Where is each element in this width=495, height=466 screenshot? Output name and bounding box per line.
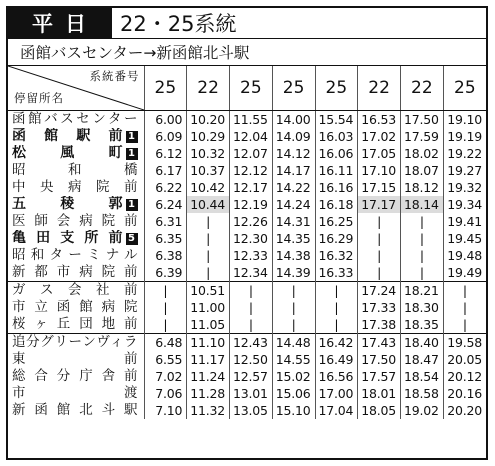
stop-name-cell: 新都市病院前 bbox=[12, 264, 138, 280]
departure-time-cell: 12.19 bbox=[230, 196, 273, 213]
departure-time-cell: 19.27 bbox=[443, 162, 486, 179]
stop-name-cell: 新函館北斗駅 bbox=[12, 402, 138, 418]
departure-time-cell: 17.15 bbox=[358, 179, 401, 196]
pass-through-cell: | bbox=[401, 264, 444, 282]
departure-time-cell: 12.12 bbox=[230, 162, 273, 179]
stop-name-cell: 医師会病院前 bbox=[12, 213, 138, 229]
departure-time-cell: 18.02 bbox=[401, 145, 444, 162]
stop-name-cell: 中央病院前 bbox=[12, 179, 138, 195]
stop-name-cell: 函館バスセンター bbox=[12, 111, 138, 127]
pass-through-cell: | bbox=[144, 299, 187, 316]
departure-time-cell: 19.49 bbox=[443, 264, 486, 282]
pass-through-cell: | bbox=[187, 213, 230, 230]
departure-time-cell: 14.12 bbox=[272, 145, 315, 162]
departure-time-cell: 12.50 bbox=[230, 351, 273, 368]
departure-time-cell: 19.34 bbox=[443, 196, 486, 213]
route-number-label: 系統番号 bbox=[89, 69, 140, 83]
stop-name-cell bbox=[8, 196, 144, 213]
stop-name-cell: 昭和ターミナル bbox=[12, 247, 138, 263]
pass-through-cell: | bbox=[230, 282, 273, 300]
departure-time-cell: 17.05 bbox=[358, 145, 401, 162]
departure-time-cell: 16.25 bbox=[315, 213, 358, 230]
departure-time-cell: 15.06 bbox=[272, 385, 315, 402]
table-row bbox=[8, 264, 486, 282]
departure-time-cell: 7.06 bbox=[144, 385, 187, 402]
departure-time-cell: 17.50 bbox=[358, 351, 401, 368]
stop-name-cell: 昭和橋 bbox=[12, 162, 138, 178]
departure-time-cell: 19.45 bbox=[443, 230, 486, 247]
departure-time-cell: 18.40 bbox=[401, 334, 444, 352]
header-corner-cell bbox=[8, 66, 144, 111]
departure-time-cell: 15.54 bbox=[315, 111, 358, 129]
departure-time-cell: 14.22 bbox=[272, 179, 315, 196]
departure-time-cell: 15.10 bbox=[272, 402, 315, 419]
route-number-header: 25 bbox=[144, 66, 187, 111]
route-number-header: 22 bbox=[187, 66, 230, 111]
pass-through-cell: | bbox=[315, 282, 358, 300]
pass-through-cell: | bbox=[401, 230, 444, 247]
platform-number-badge: 5 bbox=[126, 233, 138, 245]
departure-time-cell: 18.01 bbox=[358, 385, 401, 402]
departure-time-cell: 12.43 bbox=[230, 334, 273, 352]
departure-time-cell: 11.17 bbox=[187, 351, 230, 368]
departure-time-cell: 6.55 bbox=[144, 351, 187, 368]
route-number-header: 25 bbox=[230, 66, 273, 111]
pass-through-cell: | bbox=[443, 316, 486, 334]
departure-time-cell: 6.00 bbox=[144, 111, 187, 129]
departure-time-cell: 16.18 bbox=[315, 196, 358, 213]
departure-time-cell: 12.07 bbox=[230, 145, 273, 162]
departure-time-cell: 11.00 bbox=[187, 299, 230, 316]
departure-time-cell: 20.12 bbox=[443, 368, 486, 385]
pass-through-cell: | bbox=[187, 247, 230, 264]
departure-time-cell: 6.09 bbox=[144, 128, 187, 145]
table-row bbox=[8, 351, 486, 368]
departure-time-cell: 17.57 bbox=[358, 368, 401, 385]
departure-time-cell: 20.16 bbox=[443, 385, 486, 402]
pass-through-cell: | bbox=[187, 230, 230, 247]
day-type-badge: 平日 bbox=[8, 8, 112, 38]
table-row bbox=[8, 162, 486, 179]
departure-time-cell: 12.34 bbox=[230, 264, 273, 282]
departure-time-cell: 14.17 bbox=[272, 162, 315, 179]
timetable-frame bbox=[6, 6, 488, 460]
pass-through-cell: | bbox=[401, 213, 444, 230]
stop-name-cell: 総合分庁舎前 bbox=[12, 368, 138, 384]
pass-through-cell: | bbox=[443, 299, 486, 316]
route-number-header: 25 bbox=[443, 66, 486, 111]
departure-time-cell: 18.07 bbox=[401, 162, 444, 179]
departure-time-cell: 10.42 bbox=[187, 179, 230, 196]
stop-name: 五稜郭 bbox=[12, 196, 123, 212]
departure-time-cell: 17.43 bbox=[358, 334, 401, 352]
departure-time-cell: 14.38 bbox=[272, 247, 315, 264]
departure-time-cell: 10.20 bbox=[187, 111, 230, 129]
departure-time-cell: 15.02 bbox=[272, 368, 315, 385]
departure-time-cell: 12.57 bbox=[230, 368, 273, 385]
departure-time-cell: 17.17 bbox=[358, 196, 401, 213]
departure-time-cell: 16.33 bbox=[315, 264, 358, 282]
stop-name-label: 停留所名 bbox=[14, 91, 64, 105]
departure-time-cell: 17.02 bbox=[358, 128, 401, 145]
stop-name-cell bbox=[8, 145, 144, 162]
title-row bbox=[8, 8, 486, 38]
pass-through-cell: | bbox=[315, 299, 358, 316]
departure-time-cell: 11.28 bbox=[187, 385, 230, 402]
departure-time-cell: 16.11 bbox=[315, 162, 358, 179]
table-row bbox=[8, 368, 486, 385]
departure-time-cell: 19.32 bbox=[443, 179, 486, 196]
departure-time-cell: 16.56 bbox=[315, 368, 358, 385]
pass-through-cell: | bbox=[144, 282, 187, 300]
pass-through-cell: | bbox=[187, 264, 230, 282]
departure-time-cell: 11.10 bbox=[187, 334, 230, 352]
departure-time-cell: 14.39 bbox=[272, 264, 315, 282]
departure-time-cell: 19.48 bbox=[443, 247, 486, 264]
departure-time-cell: 6.17 bbox=[144, 162, 187, 179]
platform-number-badge: 1 bbox=[126, 199, 138, 211]
route-number-header: 22 bbox=[401, 66, 444, 111]
departure-time-cell: 17.59 bbox=[401, 128, 444, 145]
stop-name-cell: 桜ヶ丘団地前 bbox=[12, 316, 138, 332]
departure-time-cell: 12.04 bbox=[230, 128, 273, 145]
pass-through-cell: | bbox=[358, 213, 401, 230]
departure-time-cell: 18.05 bbox=[358, 402, 401, 419]
table-row bbox=[8, 299, 486, 316]
table-row bbox=[8, 230, 486, 247]
pass-through-cell: | bbox=[272, 282, 315, 300]
departure-time-cell: 19.19 bbox=[443, 128, 486, 145]
pass-through-cell: | bbox=[230, 299, 273, 316]
timetable-body bbox=[8, 111, 486, 420]
pass-through-cell: | bbox=[144, 316, 187, 334]
departure-time-cell: 10.32 bbox=[187, 145, 230, 162]
departure-time-cell: 11.32 bbox=[187, 402, 230, 419]
stop-name: 亀田支所前 bbox=[12, 230, 123, 246]
table-row bbox=[8, 111, 486, 129]
departure-time-cell: 13.01 bbox=[230, 385, 273, 402]
pass-through-cell: | bbox=[230, 316, 273, 334]
table-row bbox=[8, 385, 486, 402]
table-row bbox=[8, 213, 486, 230]
departure-time-cell: 16.16 bbox=[315, 179, 358, 196]
departure-time-cell: 6.38 bbox=[144, 247, 187, 264]
header-row bbox=[8, 66, 486, 111]
departure-time-cell: 19.58 bbox=[443, 334, 486, 352]
route-number-header: 22 bbox=[358, 66, 401, 111]
departure-time-cell: 12.26 bbox=[230, 213, 273, 230]
departure-time-cell: 14.24 bbox=[272, 196, 315, 213]
departure-time-cell: 17.24 bbox=[358, 282, 401, 300]
departure-time-cell: 18.47 bbox=[401, 351, 444, 368]
stop-name: 松風町 bbox=[12, 145, 123, 161]
departure-time-cell: 10.44 bbox=[187, 196, 230, 213]
table-row bbox=[8, 334, 486, 352]
departure-time-cell: 18.14 bbox=[401, 196, 444, 213]
departure-time-cell: 18.58 bbox=[401, 385, 444, 402]
stop-name-cell bbox=[8, 230, 144, 247]
departure-time-cell: 17.04 bbox=[315, 402, 358, 419]
pass-through-cell: | bbox=[358, 247, 401, 264]
departure-time-cell: 14.00 bbox=[272, 111, 315, 129]
departure-time-cell: 16.06 bbox=[315, 145, 358, 162]
departure-time-cell: 7.10 bbox=[144, 402, 187, 419]
departure-time-cell: 19.22 bbox=[443, 145, 486, 162]
departure-time-cell: 6.12 bbox=[144, 145, 187, 162]
departure-time-cell: 16.53 bbox=[358, 111, 401, 129]
departure-time-cell: 14.35 bbox=[272, 230, 315, 247]
pass-through-cell: | bbox=[272, 316, 315, 334]
departure-time-cell: 17.00 bbox=[315, 385, 358, 402]
pass-through-cell: | bbox=[272, 299, 315, 316]
departure-time-cell: 17.10 bbox=[358, 162, 401, 179]
timetable bbox=[8, 66, 486, 419]
pass-through-cell: | bbox=[401, 247, 444, 264]
departure-time-cell: 6.35 bbox=[144, 230, 187, 247]
stop-name-cell: 市渡 bbox=[12, 385, 138, 401]
departure-time-cell: 17.50 bbox=[401, 111, 444, 129]
pass-through-cell: | bbox=[358, 264, 401, 282]
departure-time-cell: 18.12 bbox=[401, 179, 444, 196]
departure-time-cell: 14.31 bbox=[272, 213, 315, 230]
table-row bbox=[8, 196, 486, 213]
table-row bbox=[8, 145, 486, 162]
departure-time-cell: 16.29 bbox=[315, 230, 358, 247]
departure-time-cell: 10.37 bbox=[187, 162, 230, 179]
table-row bbox=[8, 282, 486, 300]
direction-label: 函館バスセンター→新函館北斗駅 bbox=[8, 38, 486, 66]
departure-time-cell: 19.41 bbox=[443, 213, 486, 230]
departure-time-cell: 11.55 bbox=[230, 111, 273, 129]
departure-time-cell: 6.24 bbox=[144, 196, 187, 213]
departure-time-cell: 12.33 bbox=[230, 247, 273, 264]
stop-name-cell: 東前 bbox=[12, 351, 138, 367]
departure-time-cell: 12.17 bbox=[230, 179, 273, 196]
route-title: 22・25系統 bbox=[120, 12, 237, 36]
departure-time-cell: 18.35 bbox=[401, 316, 444, 334]
departure-time-cell: 18.30 bbox=[401, 299, 444, 316]
departure-time-cell: 11.05 bbox=[187, 316, 230, 334]
departure-time-cell: 20.20 bbox=[443, 402, 486, 419]
departure-time-cell: 10.51 bbox=[187, 282, 230, 300]
stop-name-cell bbox=[8, 128, 144, 145]
stop-name-cell: 市立函館病院 bbox=[12, 299, 138, 315]
pass-through-cell: | bbox=[315, 316, 358, 334]
table-row bbox=[8, 128, 486, 145]
platform-number-badge: 1 bbox=[126, 131, 138, 143]
stop-name-cell: 追分グリーンヴィラ bbox=[8, 334, 144, 352]
stop-name-cell: ガス会社前 bbox=[8, 282, 144, 300]
departure-time-cell: 14.48 bbox=[272, 334, 315, 352]
departure-time-cell: 6.31 bbox=[144, 213, 187, 230]
departure-time-cell: 12.30 bbox=[230, 230, 273, 247]
departure-time-cell: 14.09 bbox=[272, 128, 315, 145]
departure-time-cell: 19.10 bbox=[443, 111, 486, 129]
departure-time-cell: 19.02 bbox=[401, 402, 444, 419]
departure-time-cell: 16.03 bbox=[315, 128, 358, 145]
departure-time-cell: 10.29 bbox=[187, 128, 230, 145]
pass-through-cell: | bbox=[358, 230, 401, 247]
stop-name: 函館駅前 bbox=[12, 128, 123, 144]
departure-time-cell: 16.32 bbox=[315, 247, 358, 264]
table-row bbox=[8, 179, 486, 196]
departure-time-cell: 6.48 bbox=[144, 334, 187, 352]
platform-number-badge: 1 bbox=[126, 148, 138, 160]
departure-time-cell: 16.42 bbox=[315, 334, 358, 352]
departure-time-cell: 20.05 bbox=[443, 351, 486, 368]
table-row bbox=[8, 247, 486, 264]
route-number-header: 25 bbox=[315, 66, 358, 111]
departure-time-cell: 11.24 bbox=[187, 368, 230, 385]
departure-time-cell: 7.02 bbox=[144, 368, 187, 385]
departure-time-cell: 16.49 bbox=[315, 351, 358, 368]
route-number-header: 25 bbox=[272, 66, 315, 111]
table-row bbox=[8, 316, 486, 334]
departure-time-cell: 17.38 bbox=[358, 316, 401, 334]
departure-time-cell: 6.22 bbox=[144, 179, 187, 196]
pass-through-cell: | bbox=[443, 282, 486, 300]
table-row bbox=[8, 402, 486, 419]
departure-time-cell: 13.05 bbox=[230, 402, 273, 419]
departure-time-cell: 18.54 bbox=[401, 368, 444, 385]
departure-time-cell: 14.55 bbox=[272, 351, 315, 368]
departure-time-cell: 17.33 bbox=[358, 299, 401, 316]
departure-time-cell: 18.21 bbox=[401, 282, 444, 300]
departure-time-cell: 6.39 bbox=[144, 264, 187, 282]
